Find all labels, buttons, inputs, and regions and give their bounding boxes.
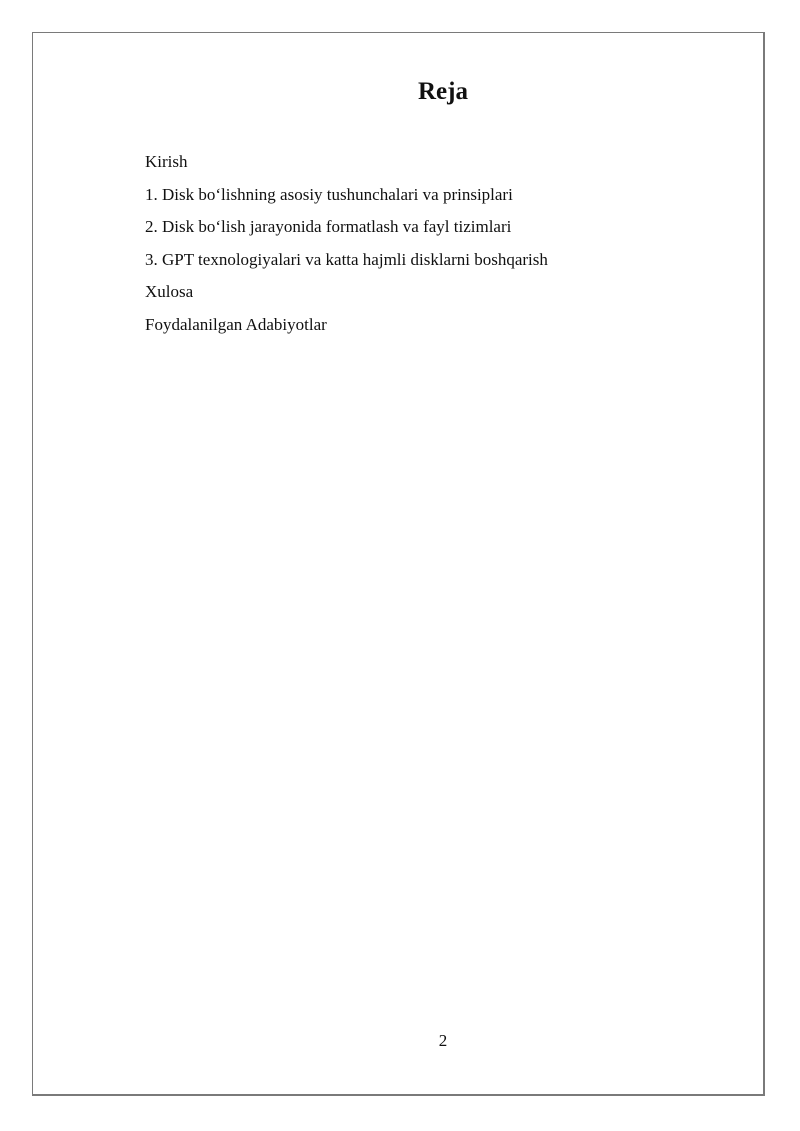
toc-item-introduction: Kirish xyxy=(145,152,188,171)
toc-item-conclusion: Xulosa xyxy=(145,282,194,301)
toc-item-section-3: 3. GPT texnologiyalari va katta hajmli disklarni boshqarish xyxy=(145,249,548,269)
table-of-contents xyxy=(145,146,548,341)
page-number: 2 xyxy=(438,1031,448,1050)
page-title: Reja xyxy=(418,78,468,105)
toc-item-section-2: 2. Disk bo‘lish jarayonida formatlash va fayl tizimlari xyxy=(145,217,512,236)
toc-item-section-1: 1. Disk bo‘lishning asosiy tushunchalari va prinsiplari xyxy=(145,184,513,204)
toc-item-references: Foydalanilgan Adabiyotlar xyxy=(145,314,327,334)
